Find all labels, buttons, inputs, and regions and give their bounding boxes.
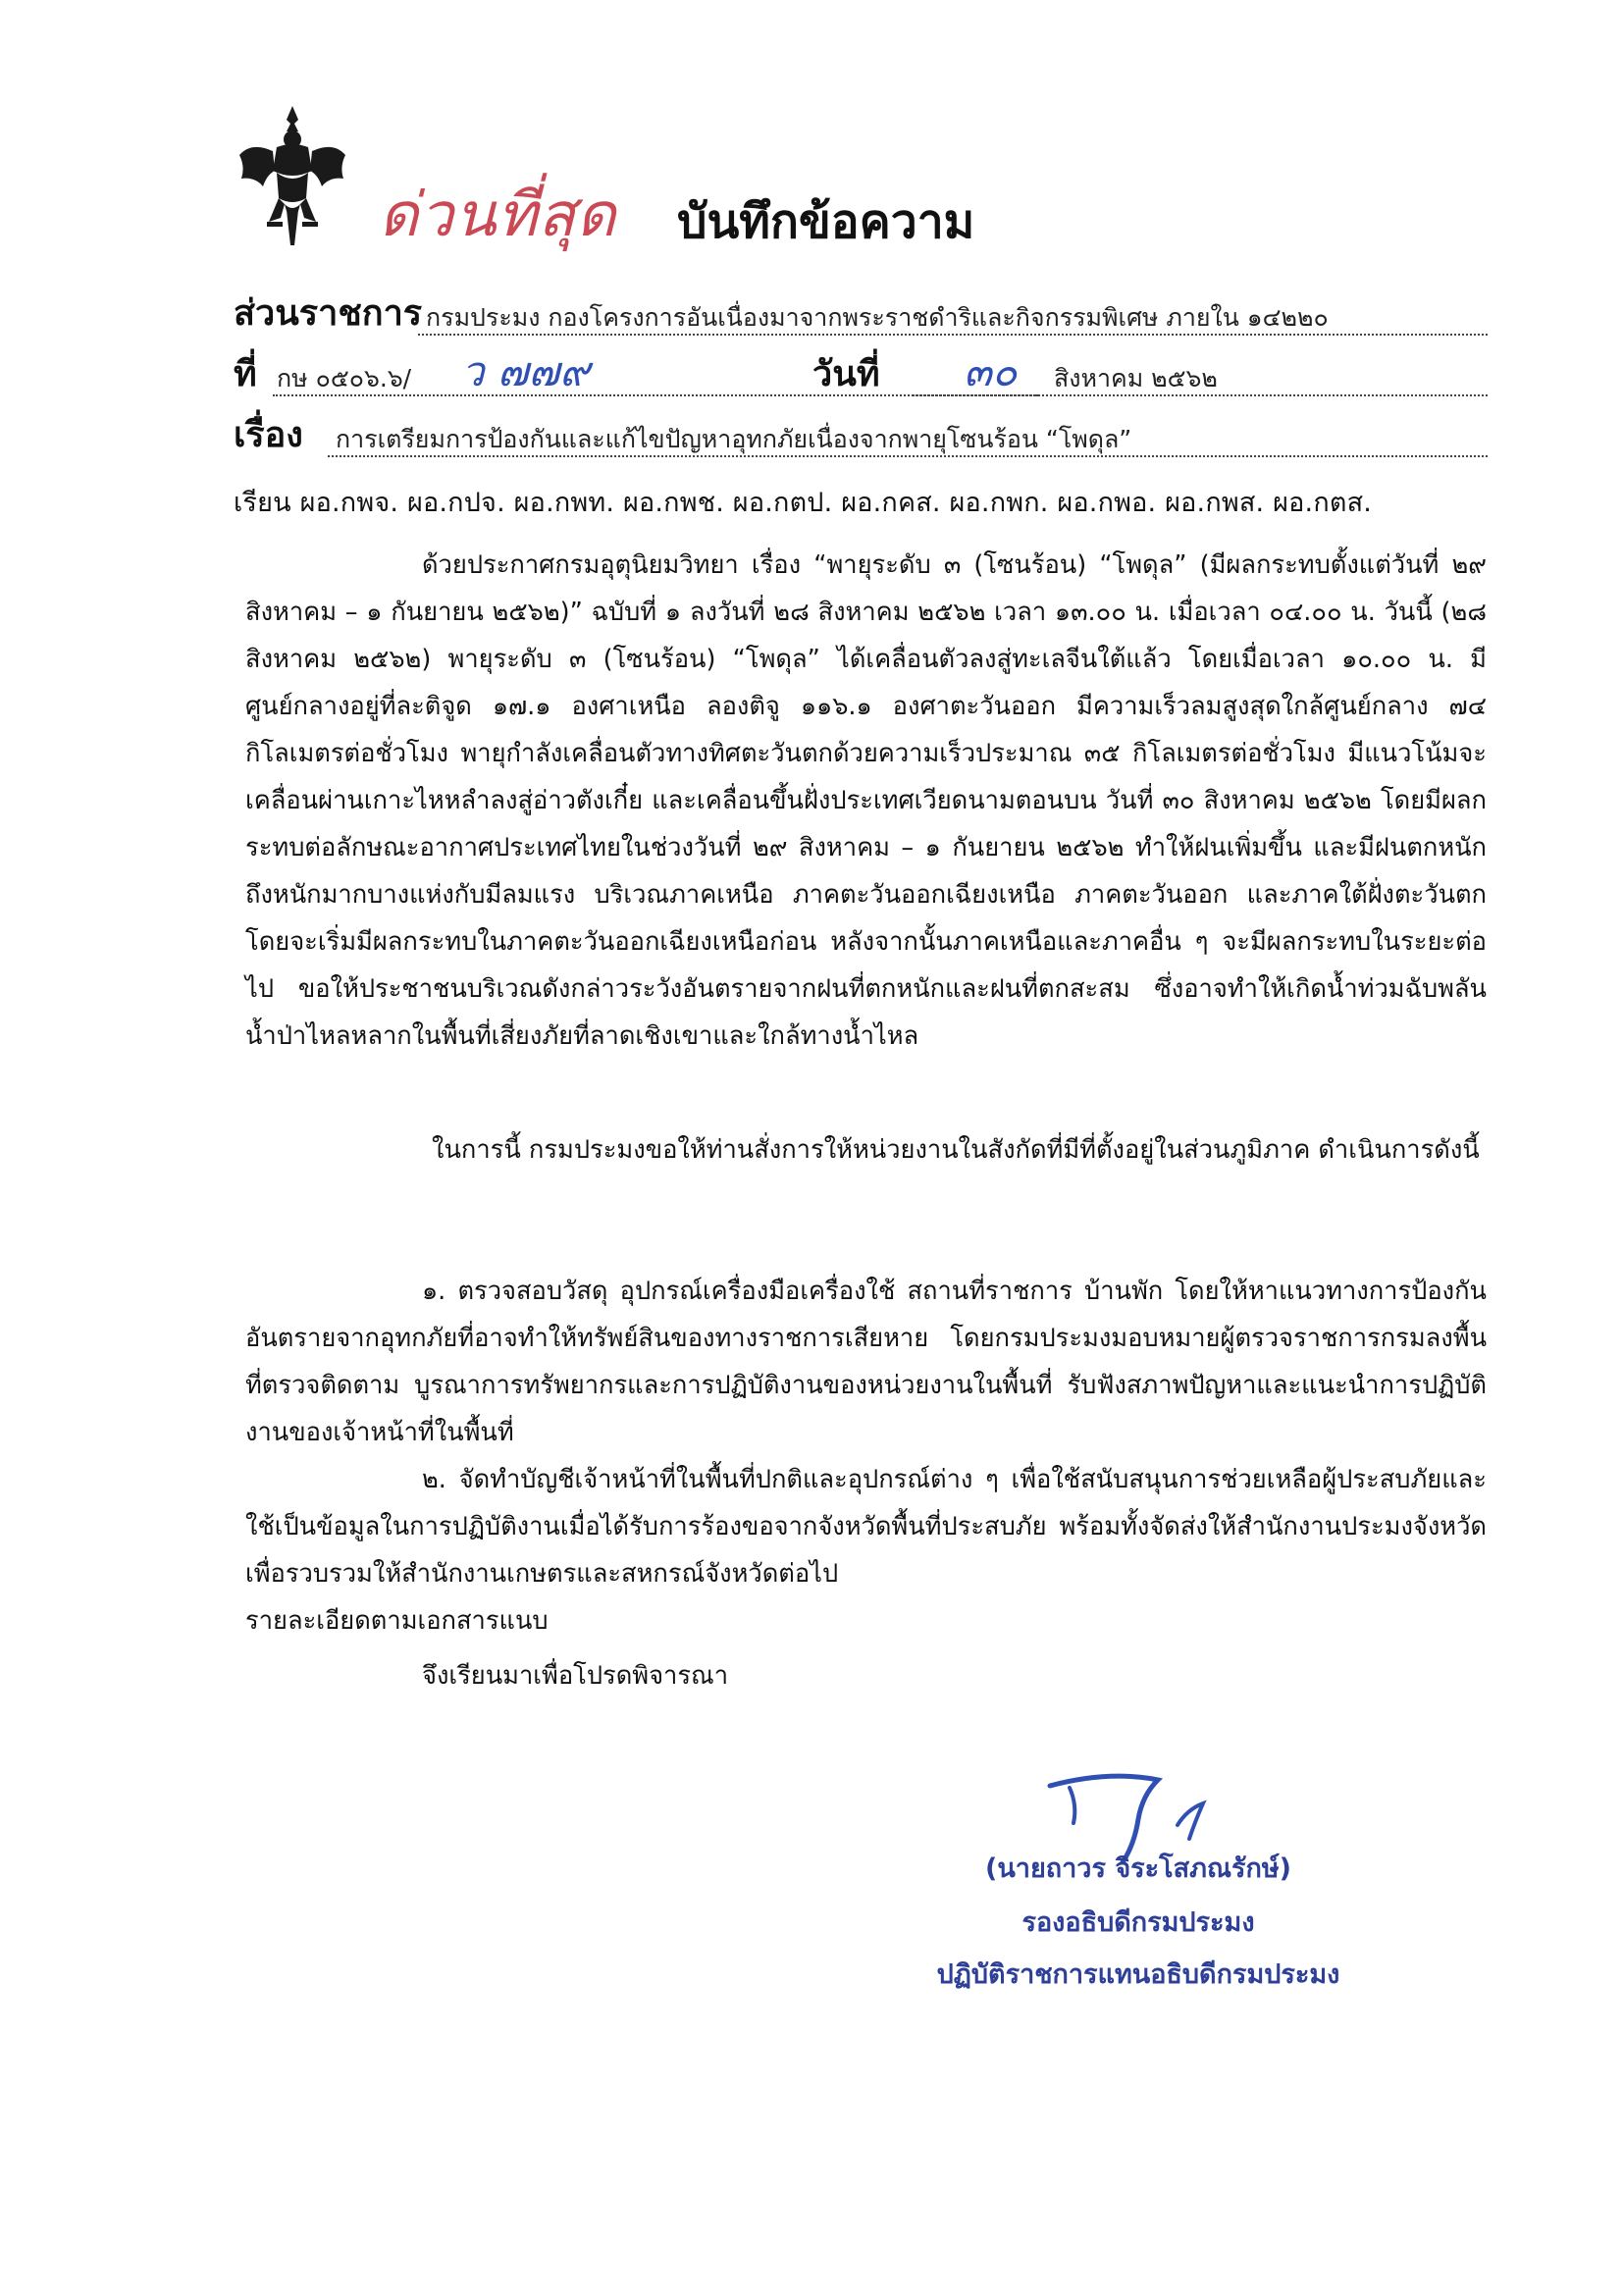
agency-row — [234, 283, 1490, 339]
subject-row — [234, 404, 1490, 461]
subject-label: เรื่อง — [234, 415, 303, 455]
closing-line: จึงเรียนมาเพื่อโปรดพิจารณา — [422, 1661, 729, 1691]
date-label: วันที่ — [812, 354, 880, 394]
agency-dotted-line — [418, 334, 1488, 336]
agency-label: ส่วนราชการ — [234, 293, 423, 334]
body-paragraph-2: ในการนี้ กรมประมงขอให้ท่านสั่งการให้หน่วยงานในสังกัดที่มีที่ตั้งอยู่ในส่วนภูมิภาค ดำเนินการดังนี้ — [432, 1135, 1480, 1165]
addressee-line: เรียน ผอ.กพจ. ผอ.กปจ. ผอ.กพท. ผอ.กพช. ผอ.กตป. ผอ.กคส. ผอ.กพก. ผอ.กพอ. ผอ.กพส. ผอ.กตส. — [234, 488, 1373, 518]
number-handwritten: ว ๗๗๙ — [461, 347, 590, 395]
body-paragraph-3: ๑. ตรวจสอบวัสดุ อุปกรณ์เครื่องมือเครื่องใช้ สถานที่ราชการ บ้านพัก โดยให้หาแนวทางการป้องกันอันตรายจากอุทกภัยที่อาจทำให้ทรัพย์สินของทางราชการเสียหาย โดยกรมประมงมอบหมายผู้ตรวจราชการกรมลงพื้นที่ตรวจติดตาม บูรณาการทรัพยากรและการปฏิบัติงานของหน่วยงานในพื้นที่ รับฟังสภาพปัญหาและแนะนำการปฏิบัติงานของเจ้าหน้าที่ในพื้นที่ — [245, 1277, 1487, 1447]
urgency-stamp: ด่วนที่สุด — [379, 179, 617, 250]
date-day-handwritten: ๓๐ — [964, 347, 1018, 395]
number-label: ที่ — [234, 354, 257, 394]
agency-value: กรมประมง กองโครงการอันเนื่องมาจากพระราชดำริและกิจกรรมพิเศษ ภายใน ๑๔๒๒๐ — [426, 303, 1329, 332]
document-title: บันทึกข้อความ — [677, 194, 975, 249]
attachment-note: รายละเอียดตามเอกสารแนบ — [245, 1606, 549, 1636]
date-month-year: สิงหาคม ๒๕๖๒ — [1054, 364, 1218, 392]
body-paragraph-1: ด้วยประกาศกรมอุตุนิยมวิทยา เรื่อง “พายุระดับ ๓ (โซนร้อน) “โพดุล” (มีผลกระทบตั้งแต่วันที่ ๒๙ สิงหาคม – ๑ กันยายน ๒๕๖๒)” ฉบับที่ ๑ ลงวันที่ ๒๘ สิงหาคม ๒๕๖๒ เวลา ๑๓.๐๐ น. เมื่อเวลา ๐๔.๐๐ น. วันนี้ (๒๘ สิงหาคม ๒๕๖๒) พายุระดับ ๓ (โซนร้อน) “โพดุล” ได้เคลื่อนตัวลงสู่ทะเลจีนใต้แล้ว โดยเมื่อเวลา ๑๐.๐๐ น. มีศูนย์กลางอยู่ที่ละติจูด ๑๗.๑ องศาเหนือ ลองติจู ๑๑๖.๑ องศาตะวันออก มีความเร็วลมสูงสุดใกล้ศูนย์กลาง ๗๔ กิโลเมตรต่อชั่วโมง พายุกำลังเคลื่อนตัวทางทิศตะวันตกด้วยความเร็วประมาณ ๓๕ กิโลเมตรต่อชั่วโมง มีแนวโน้มจะเคลื่อนผ่านเกาะไหหลำลงสู่อ่าวตังเกี๋ย และเคลื่อนขึ้นฝั่งประเทศเวียดนามตอนบน วันที่ ๓๐ สิงหาคม ๒๕๖๒ โดยมีผลกระทบต่อลักษณะอากาศประเทศไทยในช่วงวันที่ ๒๙ สิงหาคม – ๑ กันยายน ๒๕๖๒ ทำให้ฝนเพิ่มขึ้น และมีฝนตกหนักถึงหนักมากบางแห่งกับมีลมแรง บริเวณภาคเหนือ ภาคตะวันออกเฉียงเหนือ ภาคตะวันออก และภาคใต้ฝั่งตะวันตก โดยจะเริ่มมีผลกระทบในภาคตะวันออกเฉียงเหนือก่อน หลังจากนั้นภาคเหนือและภาคอื่น ๆ จะมีผลกระทบในระยะต่อไป ขอให้ประชาชนบริเวณดังกล่าวระวังอันตรายจากฝนที่ตกหนักและฝนที่ตกสะสม ซึ่งอาจทำให้เกิดน้ำท่วมฉับพลัน น้ำป่าไหลหลากในพื้นที่เสี่ยงภัยที่ลาดเชิงเขาและใกล้ทางน้ำไหล — [245, 550, 1487, 1051]
number-prefix: กษ ๐๕๐๖.๖/ — [277, 364, 412, 392]
subject-dotted-line — [328, 455, 1488, 457]
subject-value: การเตรียมการป้องกันและแก้ไขปัญหาอุทกภัยเนื่องจากพายุโซนร้อน “โพดุล” — [336, 425, 1132, 453]
body-paragraph-4: ๒. จัดทำบัญชีเจ้าหน้าที่ในพื้นที่ปกติและอุปกรณ์ต่าง ๆ เพื่อใช้สนับสนุนการช่วยเหลือผู้ประสบภัยและใช้เป็นข้อมูลในการปฏิบัติงานเมื่อได้รับการร้องขอจากจังหวัดพื้นที่ประสบภัย พร้อมทั้งจัดส่งให้สำนักงานประมงจังหวัดเพื่อรวบรวมให้สำนักงานเกษตรและสหกรณ์จังหวัดต่อไป — [245, 1465, 1487, 1589]
signer-position-1: รองอธิบดีกรมประมง — [1021, 1907, 1255, 1938]
garuda-emblem-icon — [234, 102, 351, 247]
number-date-row — [234, 343, 1490, 400]
signer-position-2: ปฏิบัติราชการแทนอธิบดีกรมประมง — [936, 1959, 1340, 1990]
signer-name: (นายถาวร จิระโสภณรักษ์) — [985, 1853, 1291, 1884]
